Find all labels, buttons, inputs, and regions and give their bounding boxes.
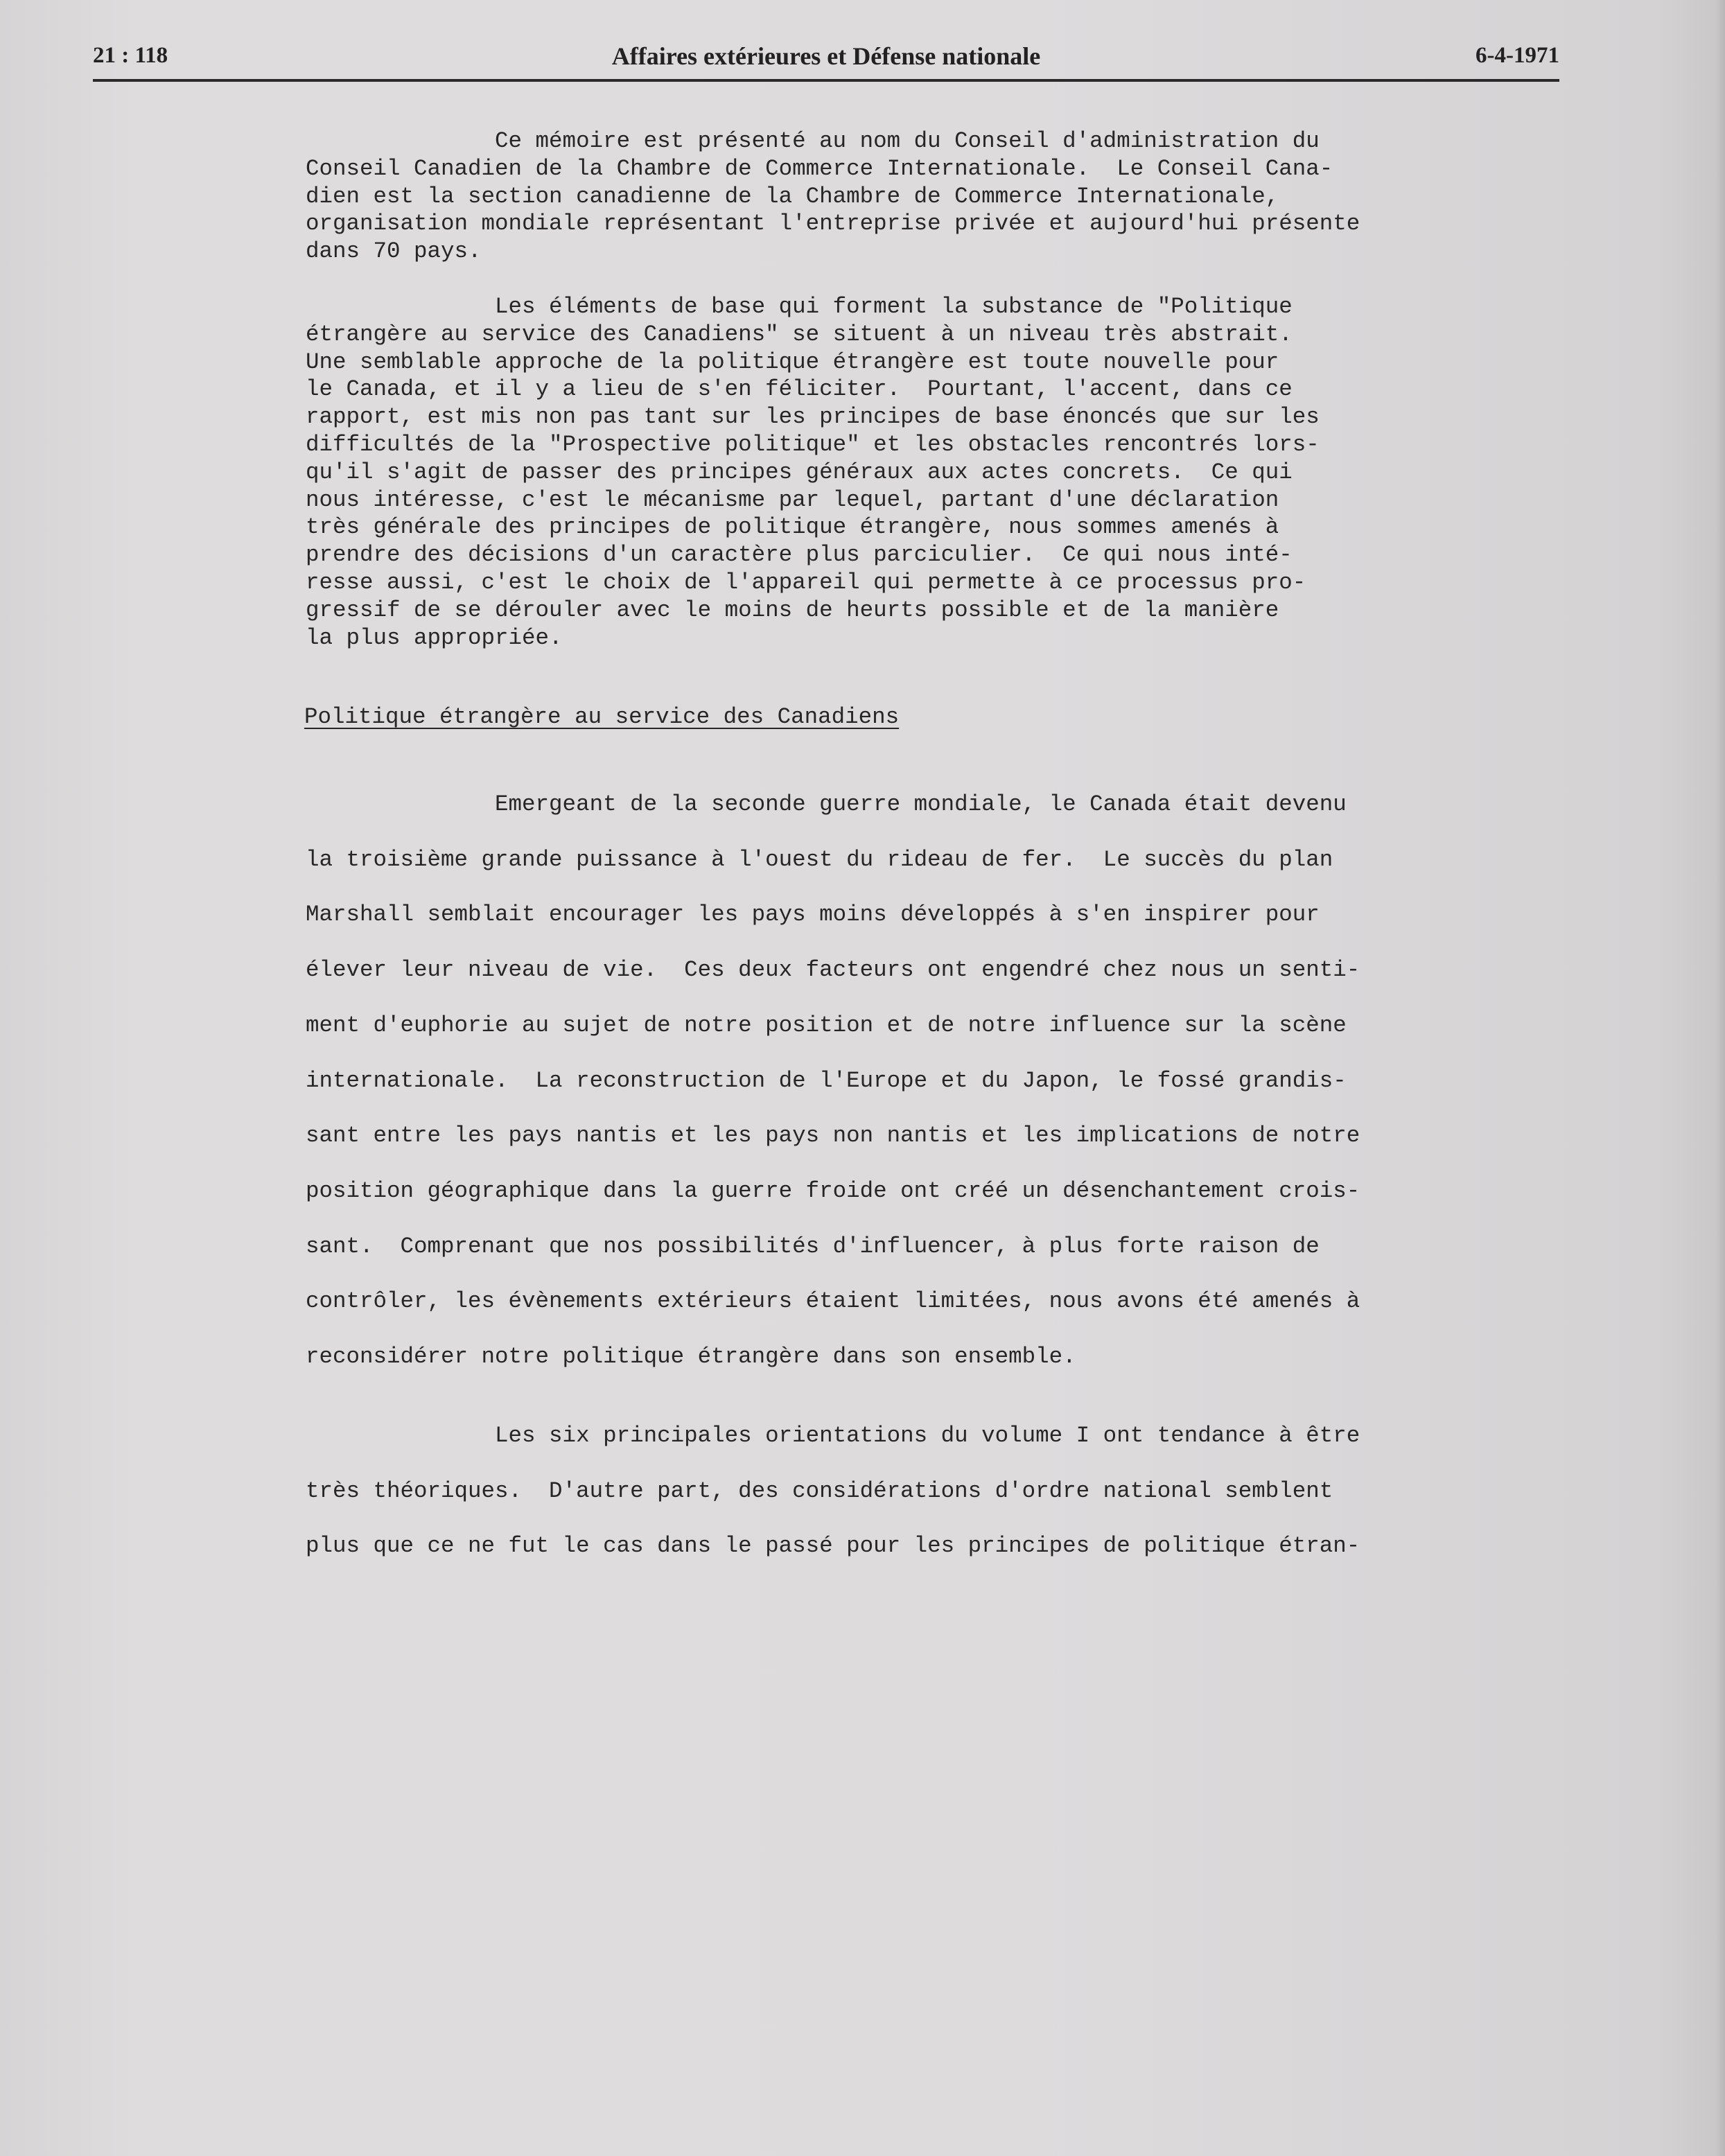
page-number: 21 : 118	[93, 43, 168, 68]
page-header-title: Affaires extérieures et Défense nationale	[611, 42, 1041, 70]
section-heading: Politique étrangère au service des Canadiens	[304, 704, 900, 730]
page-edge-shadow	[1715, 0, 1725, 2156]
paragraph-orientations: Les six principales orientations du volume I ont tendance à être très théoriques. D'autre part, des considérations d'ordre national semblent plus que ce ne fut le cas dans le passé pour les principes de politique étran-	[306, 1423, 1360, 1559]
page-header	[93, 40, 1559, 82]
paragraph-intro: Ce mémoire est présenté au nom du Conseil d'administration du Conseil Canadien de la Chambre de Commerce Internationale. Le Conseil Cana- dien est la section canadienne de la Chambre de Commerce Internationale, organisation mondiale représentant l'entreprise privée et aujourd'hui présente dans 70 pays.	[306, 128, 1360, 265]
paragraph-elements: Les éléments de base qui forment la substance de "Politique étrangère au service des Canadiens" se situent à un niveau très abstrait. Une semblable approche de la politique étrangère est toute nouvelle pour le Canada, et il y a lieu de s'en féliciter. Pourtant, l'accent, dans ce rapport, est mis non pas tant sur les principes de base énoncés que sur les difficultés de la "Prospective politique" et les obstacles rencontrés lors- qu'il s'agit de passer des principes généraux aux actes concrets. Ce qui nous intéresse, c'est le mécanisme par lequel, partant d'une déclaration très générale des principes de politique étrangère, nous sommes amenés à prendre des décisions d'un caractère plus parciculier. Ce qui nous inté- resse aussi, c'est le choix de l'appareil qui permette à ce processus pro- gressif de se dérouler avec le moins de heurts possible et de la manière la plus appropriée.	[306, 294, 1320, 651]
page-date: 6-4-1971	[1476, 43, 1559, 68]
paragraph-postwar: Emergeant de la seconde guerre mondiale, le Canada était devenu la troisième grande puissance à l'ouest du rideau de fer. Le succès du plan Marshall semblait encourager les pays moins développés à s'en inspirer pour élever leur niveau de vie. Ces deux facteurs ont engendré chez nous un senti- ment d'euphorie au sujet de notre position et de notre influence sur la scène internationale. La reconstruction de l'Europe et du Japon, le fossé grandis- sant entre les pays nantis et les pays non nantis et les implications de notre position géographique dans la guerre froide ont créé un désenchantement crois- sant. Comprenant que nos possibilités d'influencer, à plus forte raison de contrôler, les évènements extérieurs étaient limitées, nous avons été amenés à reconsidérer notre politique étrangère dans son ensemble.	[306, 791, 1360, 1370]
